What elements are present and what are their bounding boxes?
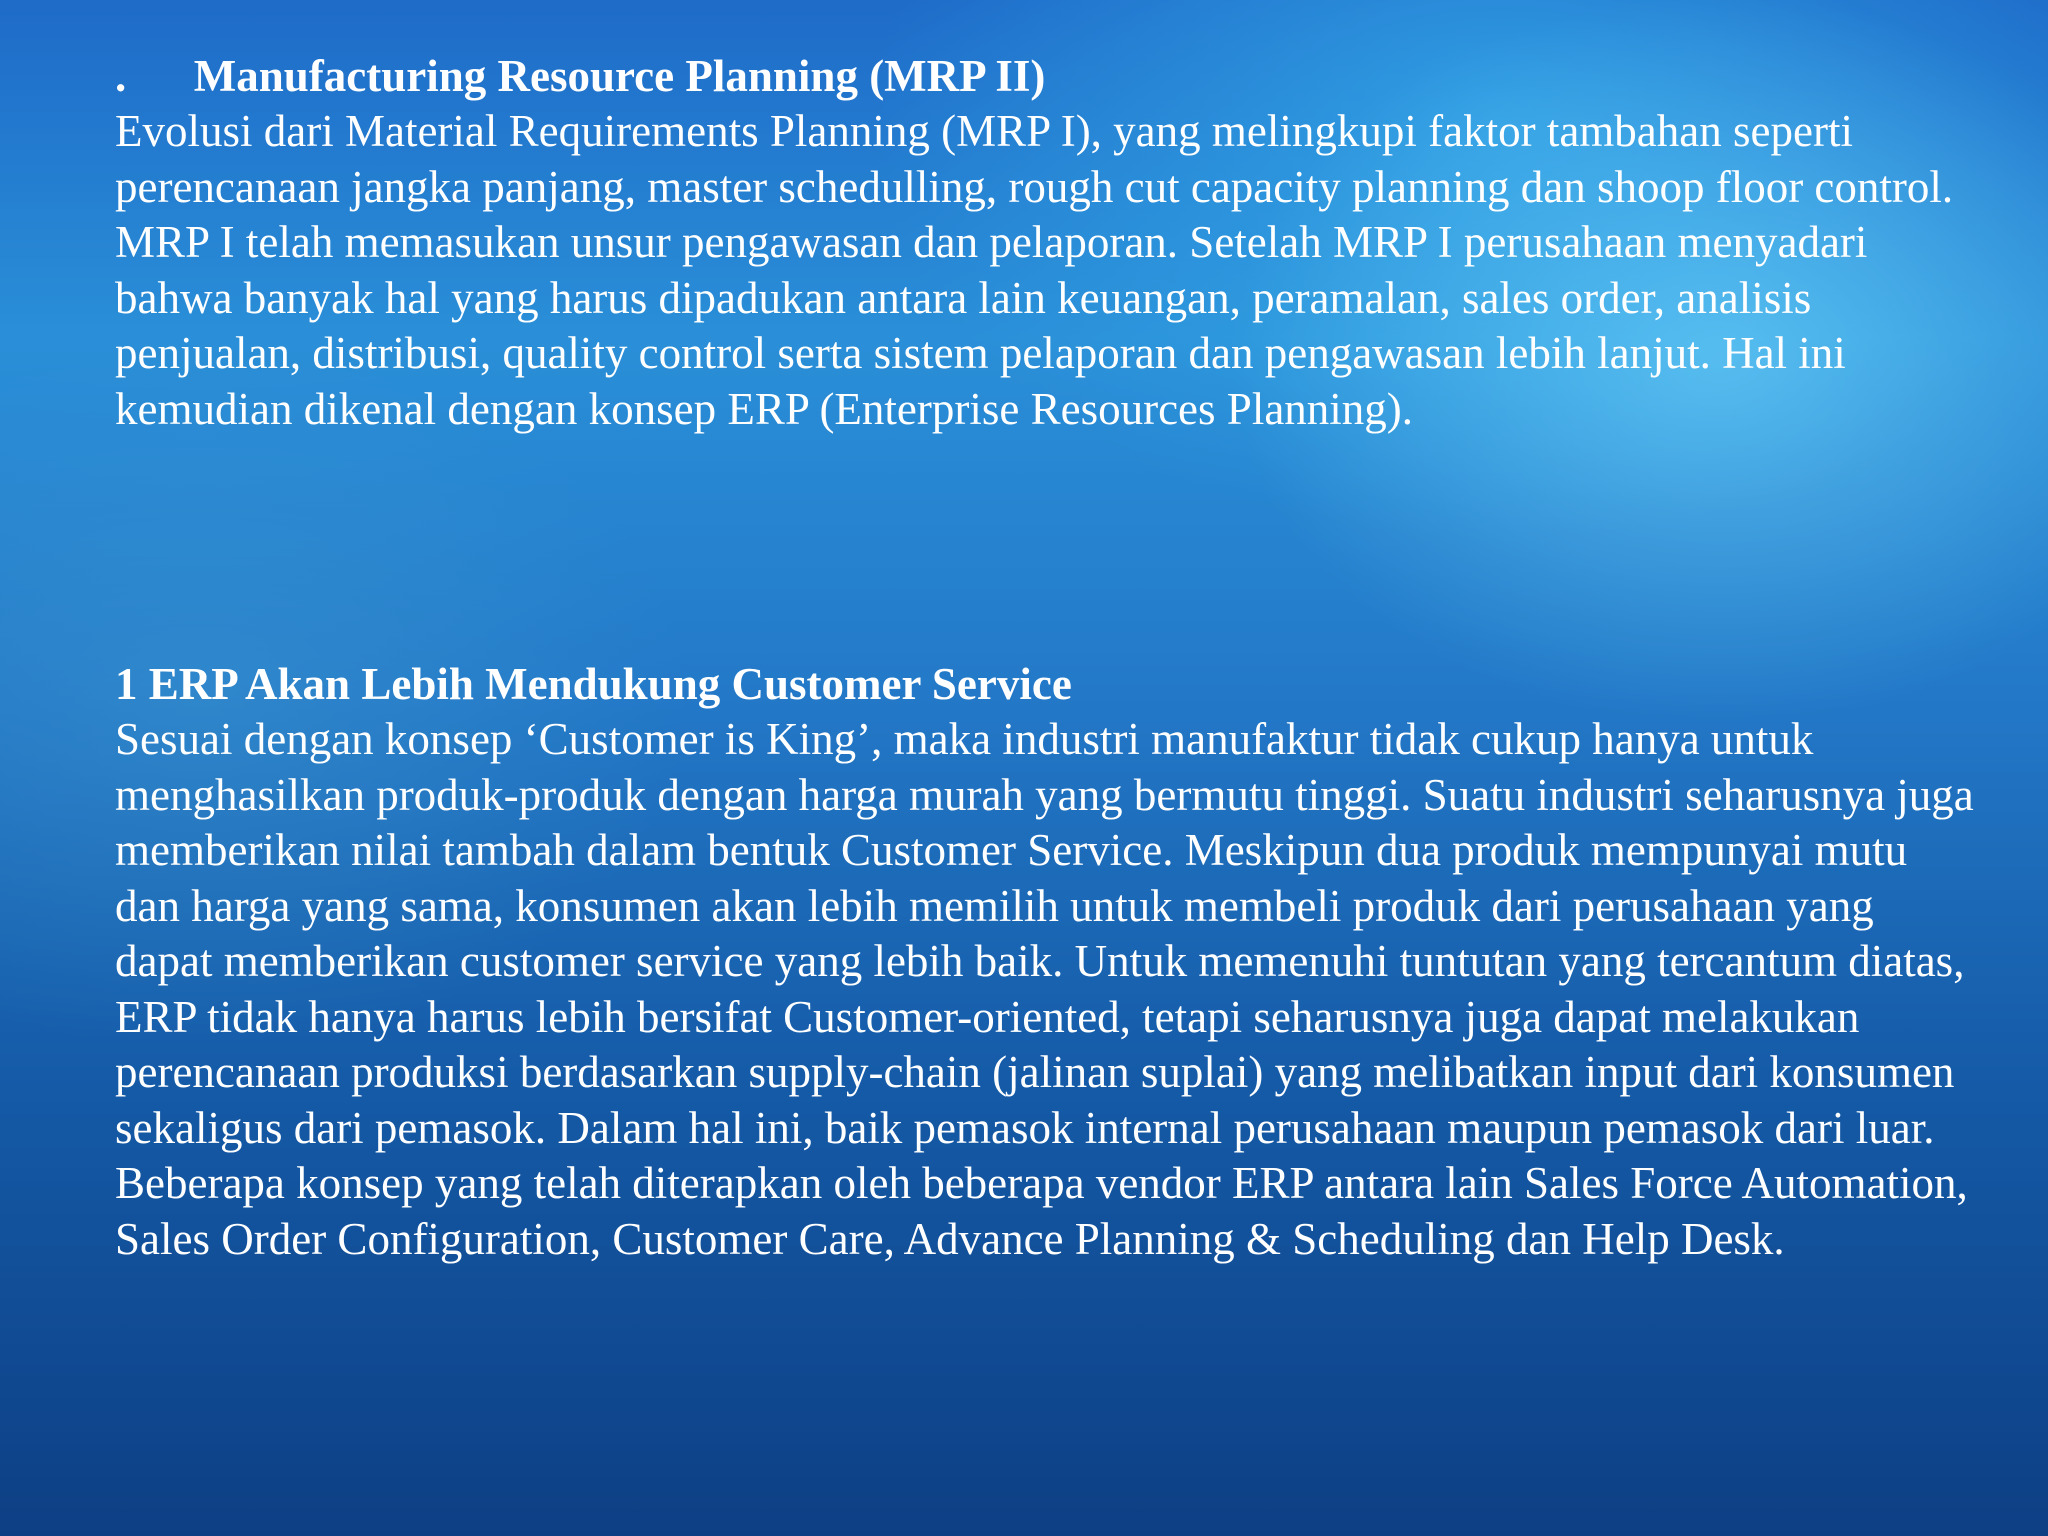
section-heading-erp-customer-service: 1 ERP Akan Lebih Mendukung Customer Service xyxy=(115,659,1072,709)
section-erp-customer-service xyxy=(115,656,1975,1267)
section-body-mrp-ii: Evolusi dari Material Requirements Planning (MRP I), yang melingkupi faktor tambahan seperti perencanaan jangka panjang, master schedulling, rough cut capacity planning dan shoop floor control. MRP I telah memasukan unsur pengawasan dan pelaporan. Setelah MRP I perusahaan menyadari bahwa banyak hal yang harus dipadukan antara lain keuangan, peramalan, sales order, analisis penjualan, distribusi, quality control serta sistem pelaporan dan pengawasan lebih lanjut. Hal ini kemudian dikenal dengan konsep ERP (Enterprise Resources Planning). xyxy=(115,106,1954,434)
section-body-erp-customer-service: Sesuai dengan konsep ‘Customer is King’, maka industri manufaktur tidak cukup hanya untuk menghasilkan produk-produk dengan harga murah yang bermutu tinggi. Suatu industri seharusnya juga memberikan nilai tambah dalam bentuk Customer Service. Meskipun dua produk mempunyai mutu dan harga yang sama, konsumen akan lebih memilih untuk membeli produk dari perusahaan yang dapat memberikan customer service yang lebih baik. Untuk memenuhi tuntutan yang tercantum diatas, ERP tidak hanya harus lebih bersifat Customer-oriented, tetapi seharusnya juga dapat melakukan perencanaan produksi berdasarkan supply-chain (jalinan suplai) yang melibatkan input dari konsumen sekaligus dari pemasok. Dalam hal ini, baik pemasok internal perusahaan maupun pemasok dari luar. Beberapa konsep yang telah diterapkan oleh beberapa vendor ERP antara lain Sales Force Automation, Sales Order Configuration, Customer Care, Advance Planning & Scheduling dan Help Desk. xyxy=(115,714,1974,1264)
section-mrp-ii xyxy=(115,48,1975,437)
section-heading-mrp-ii: . Manufacturing Resource Planning (MRP II) xyxy=(115,51,1046,101)
